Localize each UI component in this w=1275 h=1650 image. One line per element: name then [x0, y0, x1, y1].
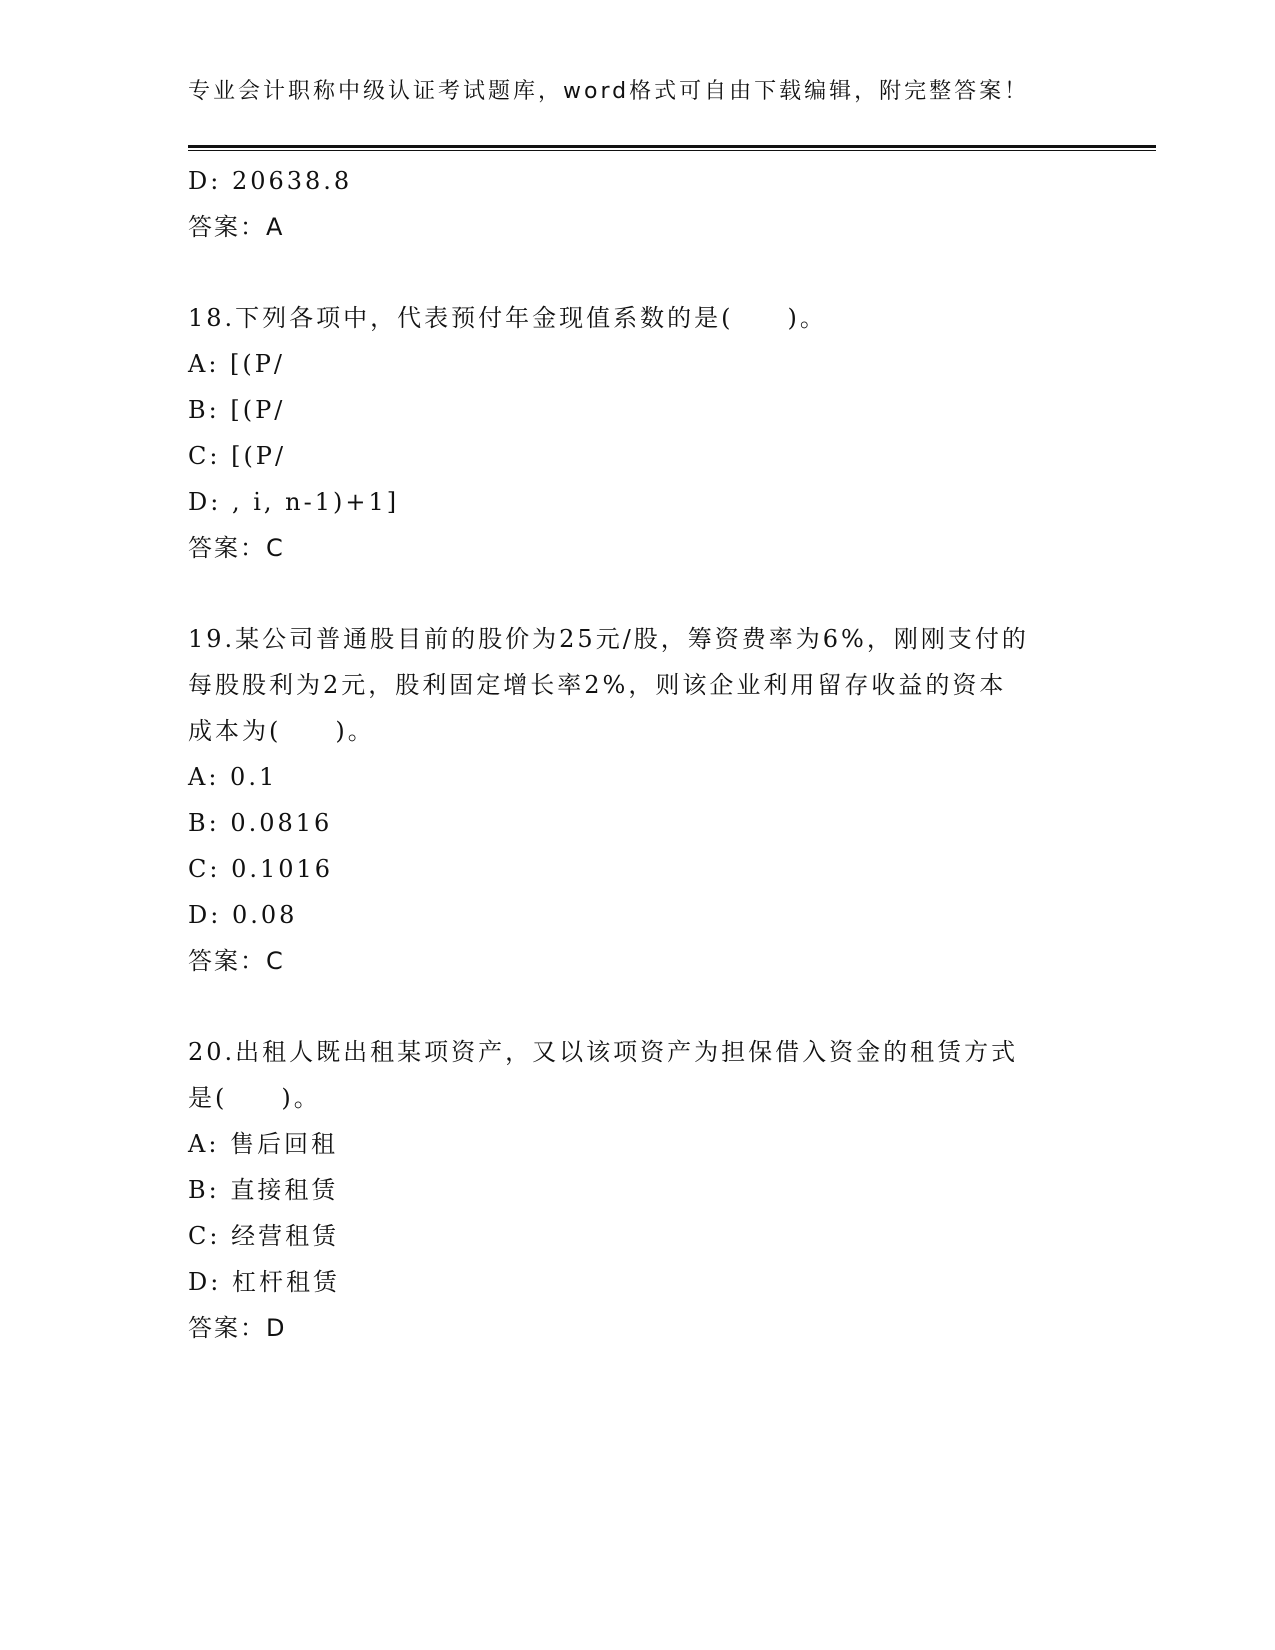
option-a: A: 0.1	[188, 763, 278, 791]
question-stem: 18.下列各项中，代表预付年金现值系数的是( )。	[188, 304, 827, 332]
question-19	[188, 616, 1088, 984]
prev-question	[188, 158, 1088, 250]
header-rule-thick	[188, 145, 1156, 148]
spacer	[188, 571, 1088, 616]
question-18	[188, 295, 1088, 571]
question-stem: 每股股利为2元，股利固定增长率2%，则该企业利用留存收益的资本	[188, 671, 1007, 699]
option-b: B: [(P/	[188, 396, 286, 424]
question-stem: 是( )。	[188, 1084, 321, 1112]
page-header: 专业会计职称中级认证考试题库，word格式可自由下载编辑，附完整答案！	[188, 79, 1030, 104]
spacer	[188, 984, 1088, 1029]
answer: 答案：C	[188, 534, 285, 562]
option-a: A: 售后回租	[188, 1130, 339, 1158]
document-body	[188, 158, 1088, 1351]
option-c: C: 经营租赁	[188, 1222, 340, 1250]
option-d: D: , i, n-1)+1]	[188, 488, 400, 516]
option-b: B: 0.0816	[188, 809, 333, 837]
answer: 答案：D	[188, 1314, 287, 1342]
option-d: D: 0.08	[188, 901, 298, 929]
option-b: B: 直接租赁	[188, 1176, 339, 1204]
spacer	[188, 250, 1088, 295]
answer: 答案：C	[188, 947, 285, 975]
question-20	[188, 1029, 1088, 1351]
option-c: C: [(P/	[188, 442, 287, 470]
option-d: D: 20638.8	[188, 167, 353, 195]
option-c: C: 0.1016	[188, 855, 334, 883]
option-d: D: 杠杆租赁	[188, 1268, 340, 1296]
answer: 答案：A	[188, 213, 285, 241]
question-stem: 20.出租人既出租某项资产，又以该项资产为担保借入资金的租赁方式	[188, 1038, 1019, 1066]
header-rule-thin	[188, 150, 1156, 151]
option-a: A: [(P/	[188, 350, 286, 378]
question-stem: 19.某公司普通股目前的股价为25元/股，筹资费率为6%，刚刚支付的	[188, 625, 1029, 653]
question-stem: 成本为( )。	[188, 717, 375, 745]
